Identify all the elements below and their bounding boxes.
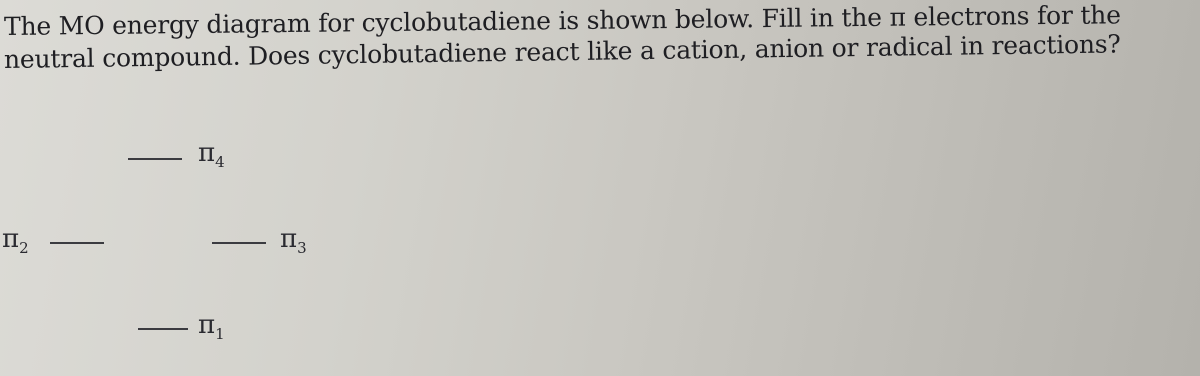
pi1-label: $\pi_1$: [198, 310, 225, 343]
pi3-label: $\pi_3$: [280, 224, 307, 257]
pi4-label: $\pi_4$: [198, 138, 225, 171]
question-line-1: The MO energy diagram for cyclobutadiene is shown below. Fill in the π electrons for the: [3, 0, 1121, 41]
pi3-energy-level: [212, 242, 266, 244]
pi2-energy-level: [50, 242, 104, 244]
pi4-energy-level: [128, 158, 182, 160]
question-line-2: neutral compound. Does cyclobutadiene react like a cation, anion or radical in reactions?: [3, 29, 1121, 74]
pi2-label: $\pi_2$: [2, 224, 29, 257]
pi1-energy-level: [138, 328, 188, 330]
